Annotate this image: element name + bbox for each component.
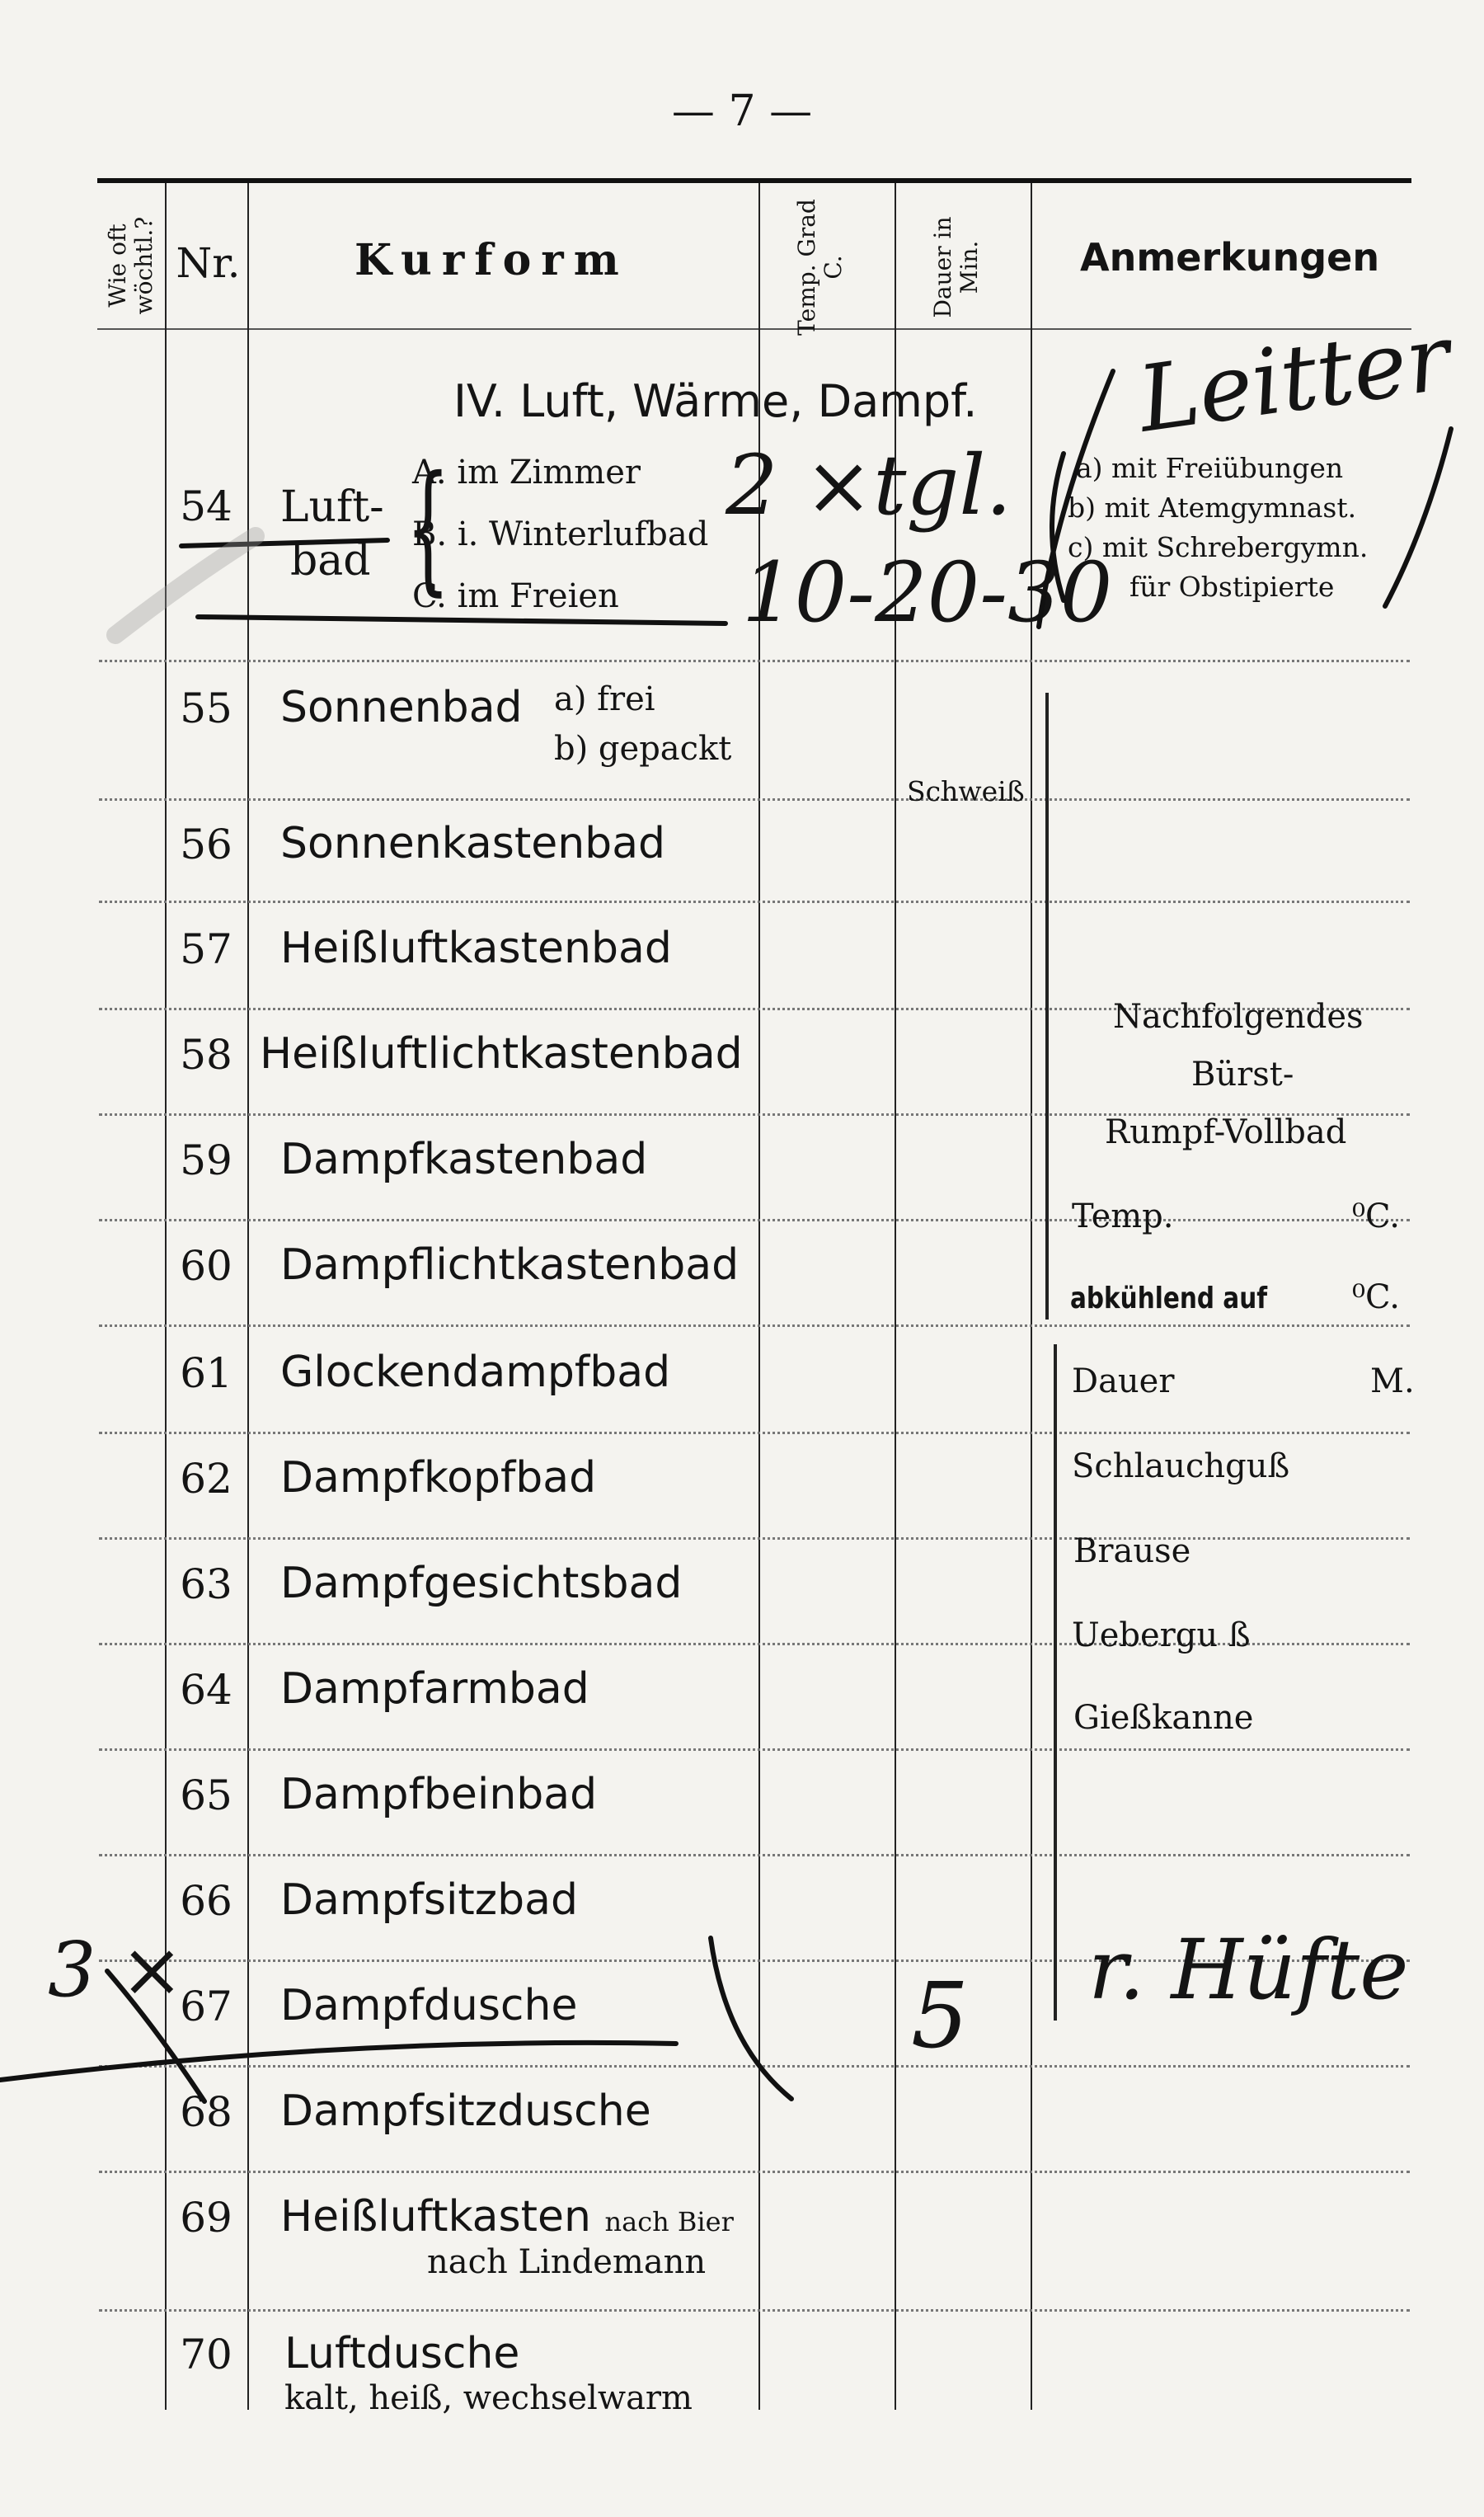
row-54-note-d: für Obstipierte	[1129, 571, 1335, 603]
followup-item-giesskanne: Gießkanne	[1073, 1699, 1254, 1737]
row-70-number: 70	[180, 2331, 232, 2378]
signature-slash	[1039, 371, 1113, 627]
row-68-number: 68	[180, 2088, 232, 2136]
row-56-name: Sonnenkastenbad	[280, 819, 666, 868]
handwritten-row54-time: 10-20-30	[742, 544, 1113, 641]
followup-item-ueberguss: Uebergu ß	[1072, 1616, 1251, 1654]
row-63-number: 63	[180, 1560, 232, 1608]
row-55-name: Sonnenbad	[280, 683, 523, 732]
row-63-name: Dampfgesichtsbad	[280, 1559, 683, 1608]
row-54-option-a: A. im Zimmer	[412, 454, 641, 492]
row-66-number: 66	[180, 1877, 232, 1925]
followup-cooling-unit: ⁰C.	[1352, 1278, 1400, 1316]
row-54-note-a: a) mit Freiübungen	[1076, 452, 1344, 484]
row67-underline	[0, 2043, 676, 2080]
row-55-number: 55	[180, 685, 232, 732]
row-70-name: Luftdusche	[284, 2329, 520, 2378]
row-67-number: 67	[180, 1983, 232, 2030]
row-69-name-main: Heißluftkasten	[280, 2192, 591, 2242]
row-54-name-top: Luft-	[280, 482, 384, 532]
row67-slash	[107, 1971, 204, 2101]
section-title: IV. Luft, Wärme, Dampf.	[453, 375, 978, 427]
row-55-option-a: a) frei	[554, 680, 655, 718]
row-59-name: Dampfkastenbad	[280, 1135, 648, 1184]
signature-bracket-right	[1385, 429, 1451, 606]
row-62-number: 62	[180, 1455, 232, 1503]
row-65-number: 65	[180, 1771, 232, 1819]
row-54-brace: {	[406, 446, 451, 609]
handwritten-row67-dauer: 5	[911, 1963, 969, 2068]
row-64-name: Dampfarmbad	[280, 1664, 589, 1714]
followup-dauer: Dauer	[1072, 1362, 1175, 1400]
row-62-name: Dampfkopfbad	[280, 1453, 597, 1503]
followup-temp-unit: ⁰C.	[1352, 1197, 1400, 1235]
followup-line-3: Rumpf-Vollbad	[1105, 1113, 1347, 1151]
header-temp: Temp. Grad C.	[793, 199, 847, 336]
pencil-smudge	[115, 536, 256, 635]
row-54-note-b: b) mit Atemgymnast.	[1068, 492, 1357, 524]
row-69-sub: nach Lindemann	[427, 2243, 707, 2281]
row-58-name: Heißluftlichtkastenbad	[260, 1029, 743, 1079]
handwritten-row67-note: r. Hüfte	[1088, 1922, 1409, 2018]
row67-paren	[711, 1938, 791, 2099]
row54-strike	[181, 540, 387, 546]
followup-item-brause: Brause	[1073, 1532, 1191, 1570]
handwritten-row67-frequency: 3 ×	[48, 1926, 184, 2014]
row-56-number: 56	[180, 821, 232, 868]
row-54-note-c: c) mit Schrebergymn.	[1068, 531, 1369, 563]
row-55-option-b: b) gepackt	[554, 730, 732, 768]
header-anmerkungen: Anmerkungen	[1080, 235, 1380, 280]
row-68-name: Dampfsitzdusche	[280, 2087, 651, 2136]
followup-line-1: Nachfolgendes	[1113, 998, 1364, 1036]
header-frequency: Wie oft wöchtl.?	[104, 216, 157, 315]
followup-item-schlauchguss: Schlauchguß	[1072, 1447, 1290, 1485]
row-60-number: 60	[180, 1242, 232, 1290]
row-54-option-b: B. i. Winterlufbad	[412, 515, 709, 553]
row-67-name: Dampfdusche	[280, 1981, 578, 2030]
row-61-name: Glockendampfbad	[280, 1348, 671, 1397]
row-65-name: Dampfbeinbad	[280, 1770, 598, 1819]
handwritten-signature: Leitter	[1131, 304, 1457, 453]
row-57-number: 57	[180, 925, 232, 973]
row-61-number: 61	[180, 1349, 232, 1397]
followup-cooling: abkühlend auf	[1070, 1282, 1268, 1315]
header-kurform: Kurform	[355, 235, 629, 285]
followup-dauer-unit: M.	[1370, 1362, 1415, 1400]
row-59-number: 59	[180, 1136, 232, 1184]
row-64-number: 64	[180, 1666, 232, 1714]
page-number: — 7 —	[671, 87, 813, 136]
row-54-option-c: C. im Freien	[412, 577, 619, 615]
row-54-number: 54	[180, 482, 232, 530]
row-69-number: 69	[180, 2194, 232, 2242]
followup-temp: Temp.	[1072, 1197, 1174, 1235]
header-dauer: Dauer in Min.	[929, 216, 983, 318]
row-60-name: Dampflichtkastenbad	[280, 1240, 740, 1290]
row-66-name: Dampfsitzbad	[280, 1875, 578, 1925]
followup-line-2: Bürst-	[1191, 1056, 1294, 1094]
row-54-name-bottom: bad	[290, 536, 371, 586]
schweiss-label: Schweiß	[907, 775, 1025, 807]
handwritten-row54-frequency: 2 ×tgl.	[726, 437, 1012, 534]
row-58-number: 58	[180, 1031, 232, 1079]
row-69-name-small: nach Bier	[604, 2206, 734, 2237]
row54-underline	[198, 617, 726, 623]
header-nr: Nr.	[176, 239, 241, 287]
row-57-name: Heißluftkastenbad	[280, 924, 672, 973]
row-70-sub: kalt, heiß, wechselwarm	[284, 2379, 693, 2417]
